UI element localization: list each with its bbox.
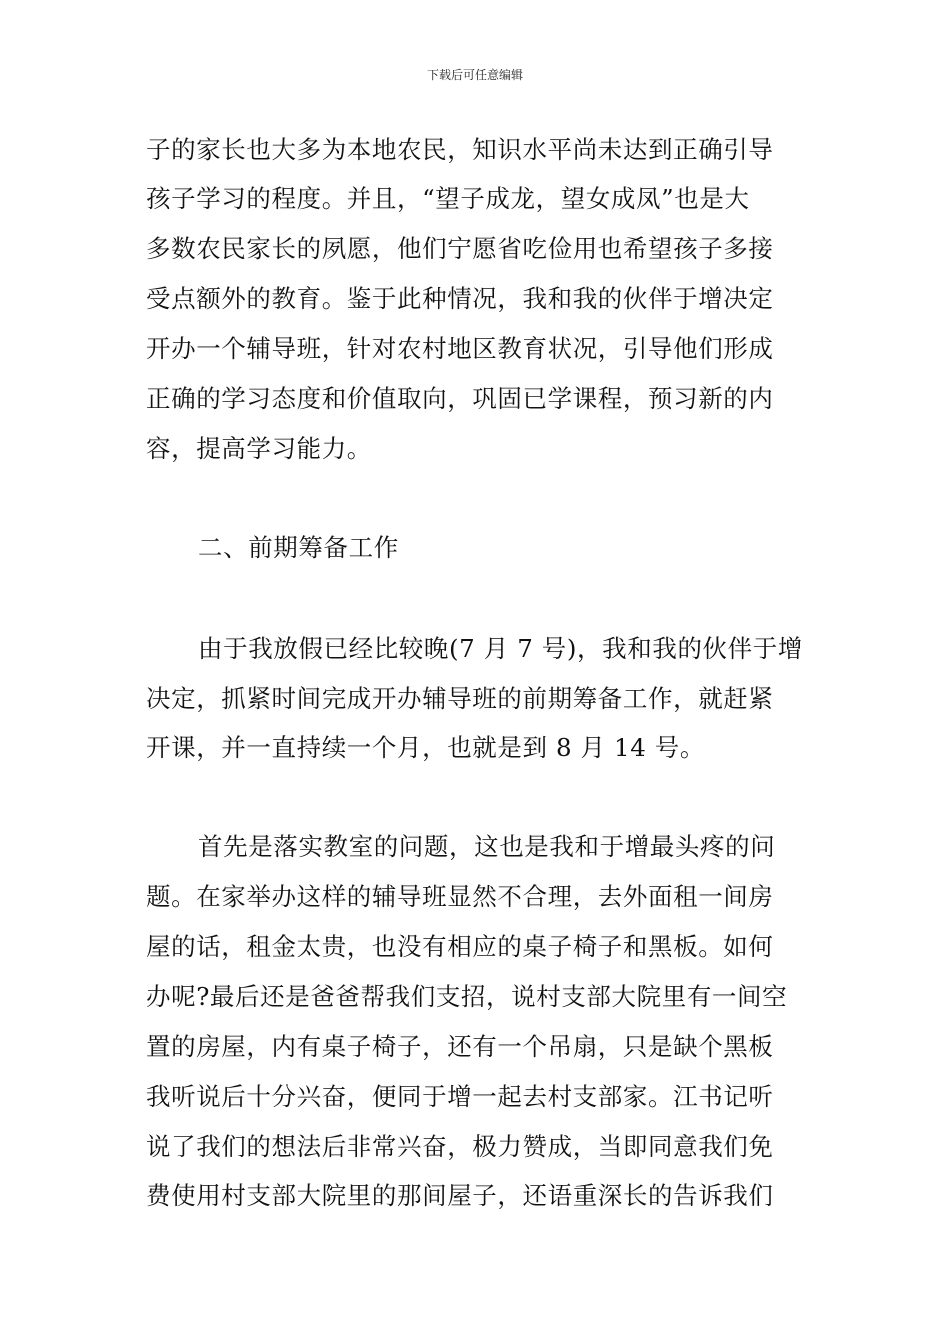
paragraph-line: 孩子学习的程度。并且，“望子成龙，望女成凤”也是大 [146, 184, 750, 213]
paragraph-line: 办呢?最后还是爸爸帮我们支招，说村支部大院里有一间空 [146, 982, 788, 1011]
paragraph-line: 首先是落实教室的问题，这也是我和于增最头疼的问 [198, 832, 776, 861]
paragraph-line: 置的房屋，内有桌子椅子，还有一个吊扇，只是缺个黑板 [146, 1032, 774, 1061]
paragraph-line: 说了我们的想法后非常兴奋，极力赞成，当即同意我们免 [146, 1132, 774, 1161]
paragraph-line: 开办一个辅导班，针对农村地区教育状况，引导他们形成 [146, 334, 774, 363]
paragraph-line: 多数农民家长的夙愿，他们宁愿省吃俭用也希望孩子多接 [146, 234, 774, 263]
paragraph-line: 由于我放假已经比较晚(7 月 7 号)，我和我的伙伴于增 [198, 634, 803, 663]
paragraph-line: 容，提高学习能力。 [146, 434, 372, 463]
paragraph-line: 费使用村支部大院里的那间屋子，还语重深长的告诉我们 [146, 1181, 774, 1210]
paragraph-line: 决定，抓紧时间完成开办辅导班的前期筹备工作，就赶紧 [146, 684, 774, 713]
paragraph-line: 我听说后十分兴奋，便同于增一起去村支部家。江书记听 [146, 1082, 774, 1111]
paragraph-line: 子的家长也大多为本地农民，知识水平尚未达到正确引导 [146, 135, 774, 164]
paragraph-line: 屋的话，租金太贵，也没有相应的桌子椅子和黑板。如何 [146, 932, 774, 961]
paragraph-line: 开课，并一直持续一个月，也就是到 8 月 14 号。 [146, 733, 706, 762]
paragraph-line: 受点额外的教育。鉴于此种情况，我和我的伙伴于增决定 [146, 284, 774, 313]
paragraph-line: 正确的学习态度和价值取向，巩固已学课程，预习新的内 [146, 384, 774, 413]
paragraph-line: 题。在家举办这样的辅导班显然不合理，去外面租一间房 [146, 882, 774, 911]
section-heading: 二、前期筹备工作 [198, 533, 399, 562]
page-header-note: 下载后可任意编辑 [426, 68, 523, 82]
